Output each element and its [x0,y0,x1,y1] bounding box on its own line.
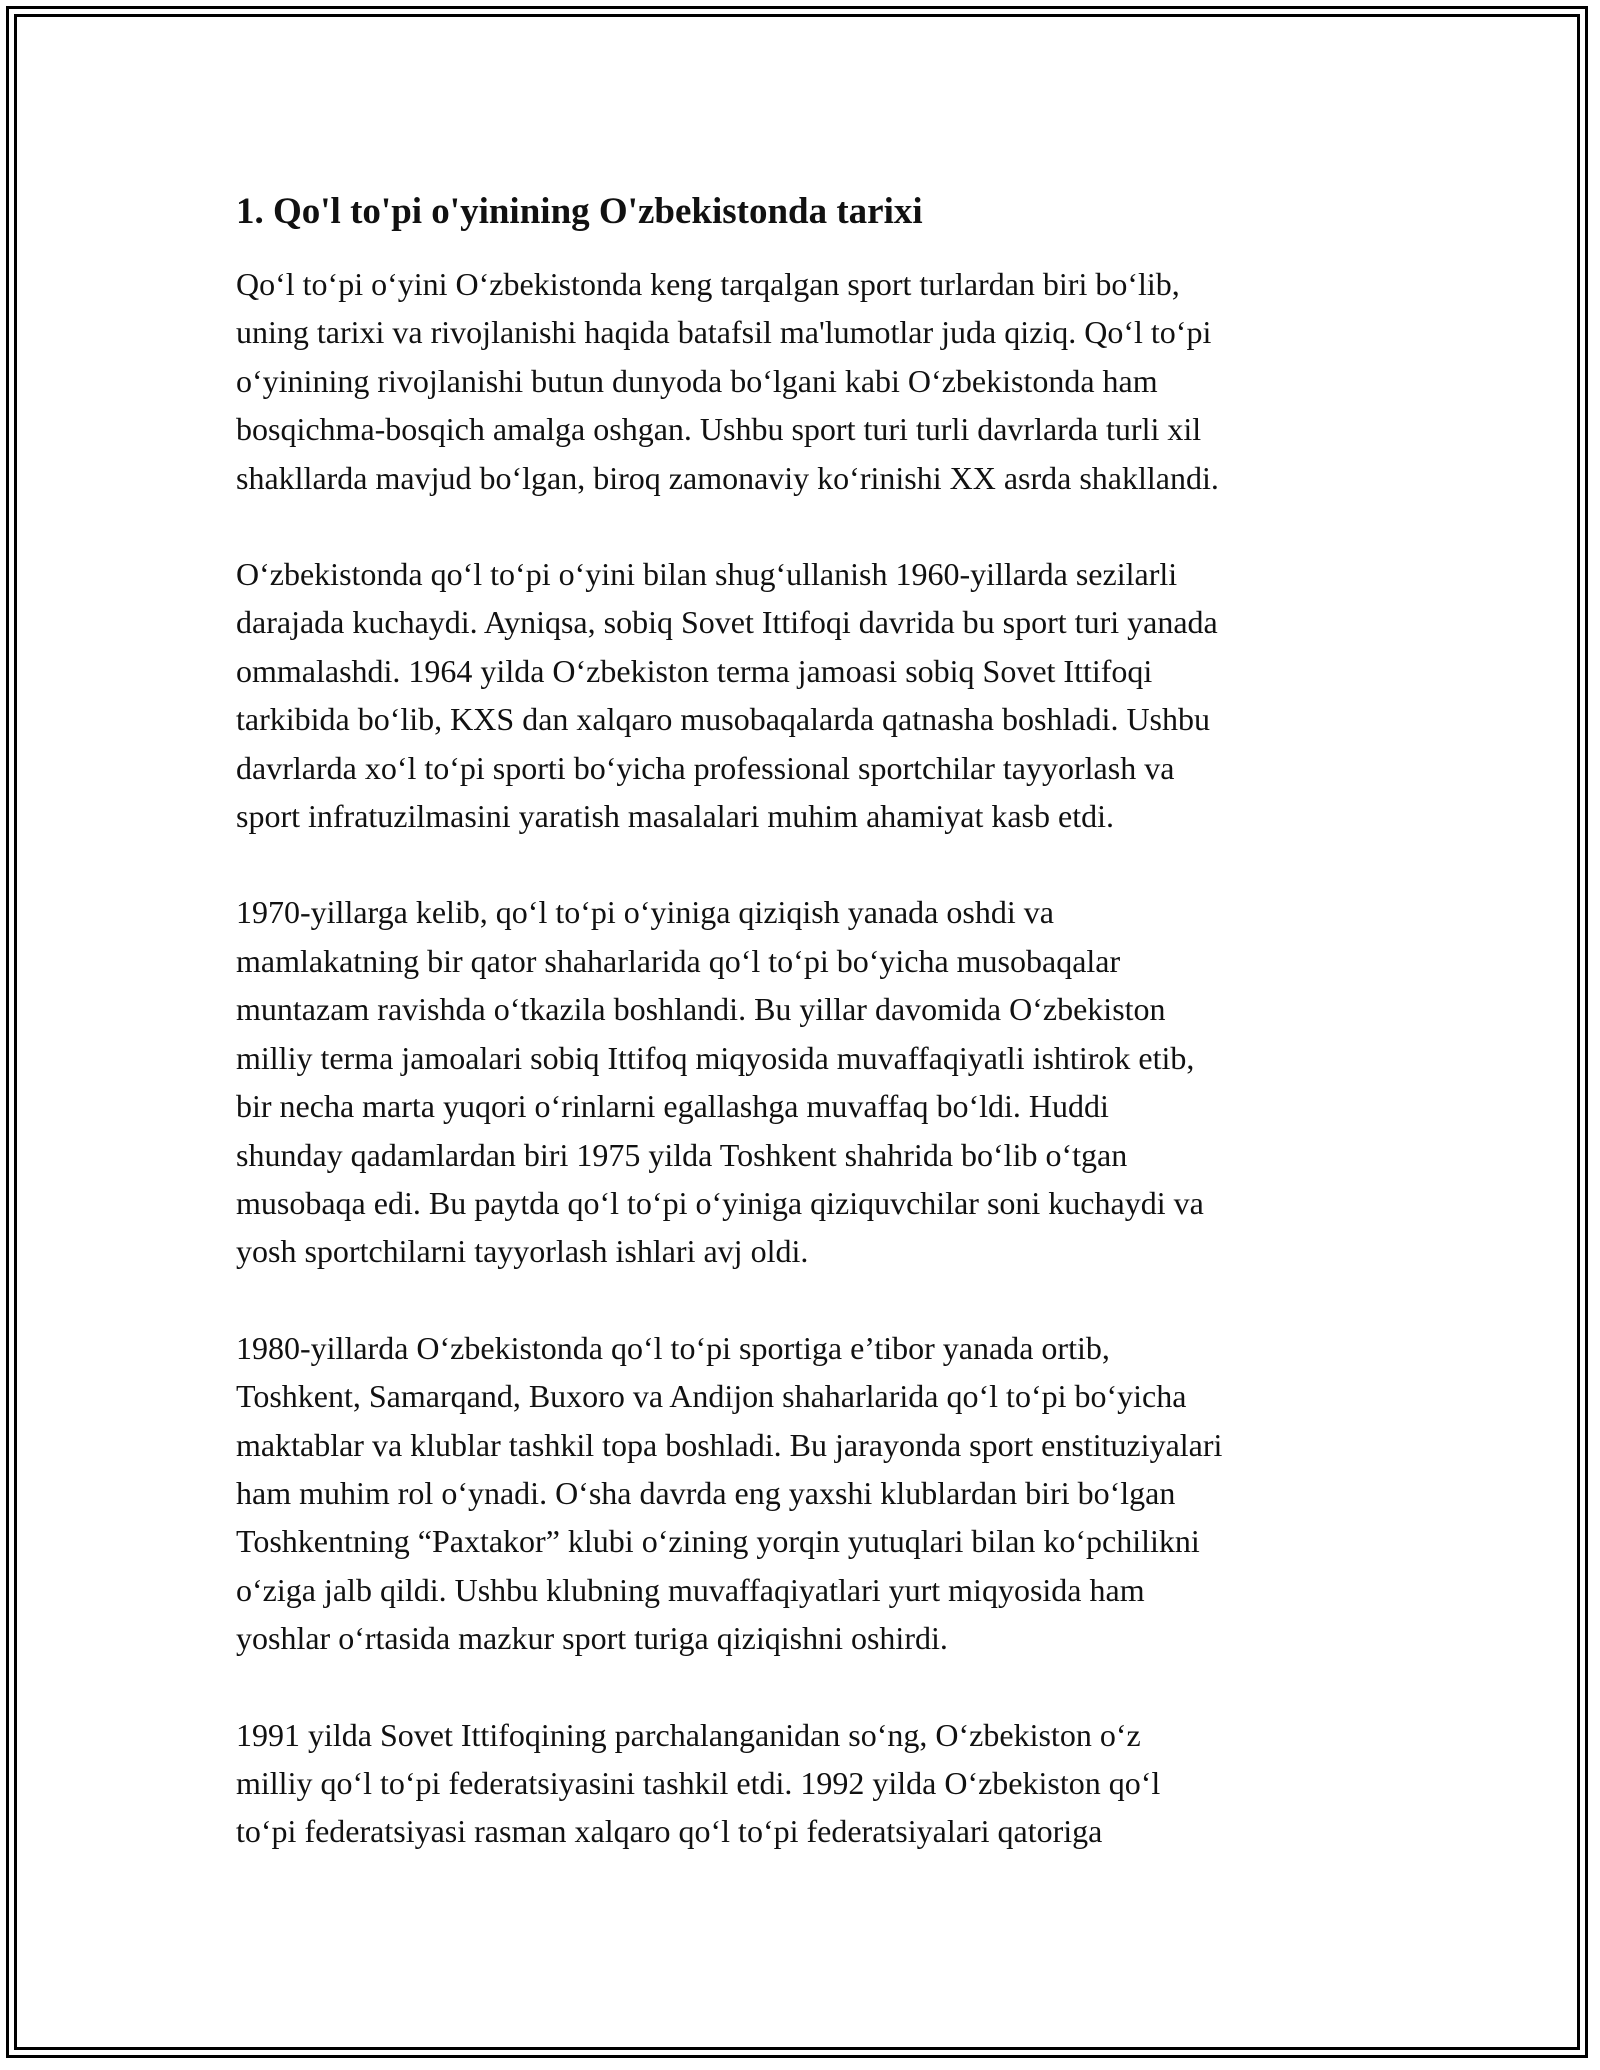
document-body [236,186,1386,1904]
paragraph-1 [236,260,1386,502]
text-line: sport infratuzilmasini yaratish masalalari muhim ahamiyat kasb etdi. [236,798,1114,835]
text-line: tarkibida boʻlib, KXS dan xalqaro musobaqalarda qatnasha boshladi. Ushbu [236,701,1210,738]
text-line: oʻziga jalb qildi. Ushbu klubning muvaffaqiyatlari yurt miqyosida ham [236,1571,1145,1608]
text-line: muntazam ravishda oʻtkazila boshlandi. Bu yillar davomida Oʻzbekiston [236,991,1166,1028]
text-line: bir necha marta yuqori oʻrinlarni egallashga muvaffaq boʻldi. Huddi [236,1088,1109,1125]
text-line: bosqichma-bosqich amalga oshgan. Ushbu sport turi turli davrlarda turli xil [236,411,1202,448]
text-line: shakllarda mavjud boʻlgan, biroq zamonaviy koʻrinishi XX asrda shakllandi. [236,459,1219,496]
text-line: davrlarda xoʻl toʻpi sporti boʻyicha professional sportchilar tayyorlash va [236,749,1175,786]
text-line: musobaqa edi. Bu paytda qoʻl toʻpi oʻyiniga qiziquvchilar soni kuchaydi va [236,1184,1204,1221]
text-line: yosh sportchilarni tayyorlash ishlari avj oldi. [236,1233,809,1270]
text-line: darajada kuchaydi. Ayniqsa, sobiq Sovet Ittifoqi davrida bu sport turi yanada [236,604,1218,641]
text-line: shunday qadamlardan biri 1975 yilda Toshkent shahrida boʻlib oʻtgan [236,1136,1128,1173]
text-line: Toshkent, Samarqand, Buxoro va Andijon shaharlarida qoʻl toʻpi boʻyicha [236,1378,1187,1415]
paragraph-4 [236,1324,1386,1663]
text-line: mamlakatning bir qator shaharlarida qoʻl toʻpi boʻyicha musobaqalar [236,942,1121,979]
text-line: milliy qoʻl toʻpi federatsiyasini tashkil etdi. 1992 yilda Oʻzbekiston qoʻl [236,1764,1161,1801]
text-line: 1970-yillarga kelib, qoʻl toʻpi oʻyiniga qiziqish yanada oshdi va [236,894,1054,931]
text-line: toʻpi federatsiyasi rasman xalqaro qoʻl toʻpi federatsiyalari qatoriga [236,1813,1103,1850]
section-heading: 1. Qo'l to'pi o'yinining O'zbekistonda tarixi [236,191,923,232]
text-line: ham muhim rol oʻynadi. Oʻsha davrda eng yaxshi klublardan biri boʻlgan [236,1474,1176,1511]
text-line: 1991 yilda Sovet Ittifoqining parchalanganidan soʻng, Oʻzbekiston oʻz [236,1716,1141,1753]
paragraph-5 [236,1711,1386,1856]
text-line: Toshkentning “Paxtakor” klubi oʻzining yorqin yutuqlari bilan koʻpchilikni [236,1523,1200,1560]
text-line: oʻyinining rivojlanishi butun dunyoda boʻlgani kabi Oʻzbekistonda ham [236,362,1158,399]
paragraph-3 [236,888,1386,1275]
text-line: maktablar va klublar tashkil topa boshladi. Bu jarayonda sport enstituziyalari [236,1426,1223,1463]
paragraph-2 [236,550,1386,840]
text-line: uning tarixi va rivojlanishi haqida batafsil ma'lumotlar juda qiziq. Qoʻl toʻpi [236,314,1212,351]
text-line: Qoʻl toʻpi oʻyini Oʻzbekistonda keng tarqalgan sport turlardan biri boʻlib, [236,266,1180,302]
text-line: Oʻzbekistonda qoʻl toʻpi oʻyini bilan shugʻullanish 1960-yillarda sezilarli [236,556,1178,593]
text-line: ommalashdi. 1964 yilda Oʻzbekiston terma jamoasi sobiq Sovet Ittifoqi [236,652,1153,689]
text-line: milliy terma jamoalari sobiq Ittifoq miqyosida muvaffaqiyatli ishtirok etib, [236,1039,1195,1076]
text-line: yoshlar oʻrtasida mazkur sport turiga qiziqishni oshirdi. [236,1620,948,1657]
text-line: 1980-yillarda Oʻzbekistonda qoʻl toʻpi sportiga e’tibor yanada ortib, [236,1329,1110,1366]
